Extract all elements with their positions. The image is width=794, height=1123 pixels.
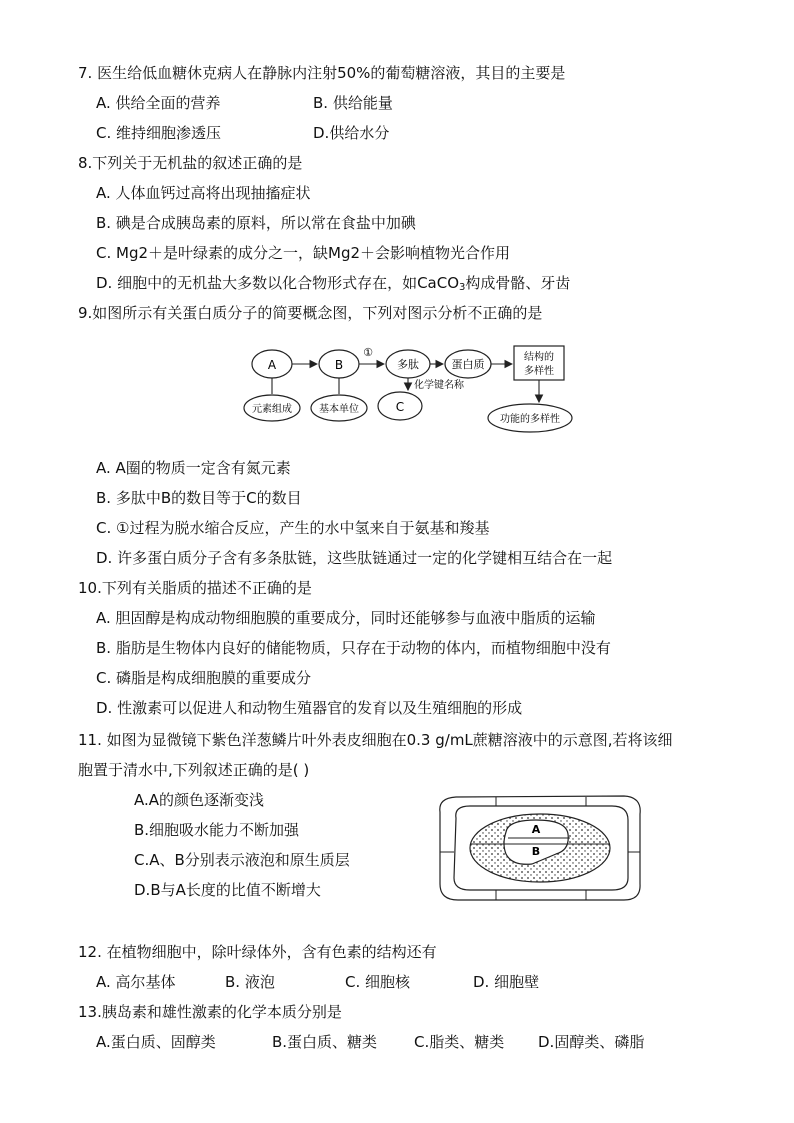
q8-option-d-text: D. 细胞中的无机盐大多数以化合物形式存在，如CaCO [96, 274, 460, 292]
q11-option-b: B.细胞吸水能力不断加强 [134, 821, 300, 839]
q10-option-a: A. 胆固醇是构成动物细胞膜的重要成分，同时还能够参与血液中脂质的运输 [96, 609, 596, 627]
q10-option-c: C. 磷脂是构成细胞膜的重要成分 [96, 669, 312, 687]
q9-option-a: A. A圈的物质一定含有氮元素 [96, 459, 291, 477]
q13-option-d: D.固醇类、磷脂 [538, 1033, 645, 1051]
diagram-step-mark: ① [363, 346, 373, 359]
diagram-structure-label: 结构的 [524, 352, 554, 363]
q12-option-d: D. 细胞壁 [473, 973, 540, 991]
q11-option-c: C.A、B分别表示液泡和原生质层 [134, 851, 350, 869]
q9-option-b: B. 多肽中B的数目等于C的数目 [96, 489, 302, 507]
diagram-protein-label: 蛋白质 [451, 358, 485, 371]
diagram-bond-label: 化学键名称 [414, 380, 464, 391]
q10-stem: 10.下列有关脂质的描述不正确的是 [78, 579, 312, 597]
q11-stem-line1: 11. 如图为显微镜下紫色洋葱鳞片叶外表皮细胞在0.3 g/mL蔗糖溶液中的示意图,若将该细 [78, 731, 673, 749]
q11-option-d: D.B与A长度的比值不断增大 [134, 881, 321, 899]
q13-stem: 13.胰岛素和雄性激素的化学本质分别是 [78, 1003, 342, 1021]
figure-label-a: A [531, 823, 541, 836]
q7-option-a: A. 供给全面的营养 [96, 94, 221, 112]
diagram-label-a: A [267, 358, 277, 372]
q11-stem-line2: 胞置于清水中,下列叙述正确的是( ) [78, 761, 310, 779]
q7-stem: 7. 医生给低血糖休克病人在静脉内注射50%的葡萄糖溶液，其目的主要是 [78, 64, 566, 82]
q8-option-d-tail: 构成骨骼、牙齿 [465, 274, 571, 292]
q10-option-b: B. 脂肪是生物体内良好的储能物质，只存在于动物的体内，而植物细胞中没有 [96, 639, 611, 657]
q9-option-c: C. ①过程为脱水缩合反应，产生的水中氢来自于氨基和羧基 [96, 519, 490, 537]
q12-option-b: B. 液泡 [225, 973, 275, 991]
q8-option-d [96, 273, 570, 298]
q8-option-a: A. 人体血钙过高将出现抽搐症状 [96, 184, 311, 202]
diagram-function-label: 功能的多样性 [500, 414, 560, 425]
q8-option-c: C. Mg2＋是叶绿素的成分之一，缺Mg2＋会影响植物光合作用 [96, 244, 511, 262]
q13-option-c: C.脂类、糖类 [414, 1033, 505, 1051]
q12-option-a: A. 高尔基体 [96, 973, 176, 991]
q9-stem: 9.如图所示有关蛋白质分子的简要概念图，下列对图示分析不正确的是 [78, 304, 543, 322]
q7-option-b: B. 供给能量 [313, 94, 393, 112]
q8-stem: 8.下列关于无机盐的叙述正确的是 [78, 154, 303, 172]
diagram-elements-label: 元素组成 [252, 404, 292, 415]
q13-option-a: A.蛋白质、固醇类 [96, 1033, 216, 1051]
diagram-label-c: C [395, 400, 405, 414]
q12-option-c: C. 细胞核 [345, 973, 411, 991]
plant-cell-figure [436, 792, 646, 904]
diagram-structure-label-2: 多样性 [524, 366, 554, 377]
q9-option-d: D. 许多蛋白质分子含有多条肽链，这些肽链通过一定的化学键相互结合在一起 [96, 549, 613, 567]
q7-option-d: D.供给水分 [313, 124, 390, 142]
figure-label-b: B [531, 845, 541, 858]
q12-stem: 12. 在植物细胞中，除叶绿体外，含有色素的结构还有 [78, 943, 437, 961]
q10-option-d: D. 性激素可以促进人和动物生殖器官的发育以及生殖细胞的形成 [96, 699, 523, 717]
q8-option-b: B. 碘是合成胰岛素的原料，所以常在食盐中加碘 [96, 214, 416, 232]
q13-option-b: B.蛋白质、糖类 [272, 1033, 378, 1051]
diagram-basic-unit-label: 基本单位 [319, 404, 359, 415]
q8-option-d-subscript: 3 [459, 282, 466, 293]
diagram-polypeptide-label: 多肽 [397, 358, 419, 371]
diagram-label-b: B [334, 358, 344, 372]
q11-option-a: A.A的颜色逐渐变浅 [134, 791, 265, 809]
protein-concept-diagram [240, 342, 580, 442]
q7-option-c: C. 维持细胞渗透压 [96, 124, 222, 142]
